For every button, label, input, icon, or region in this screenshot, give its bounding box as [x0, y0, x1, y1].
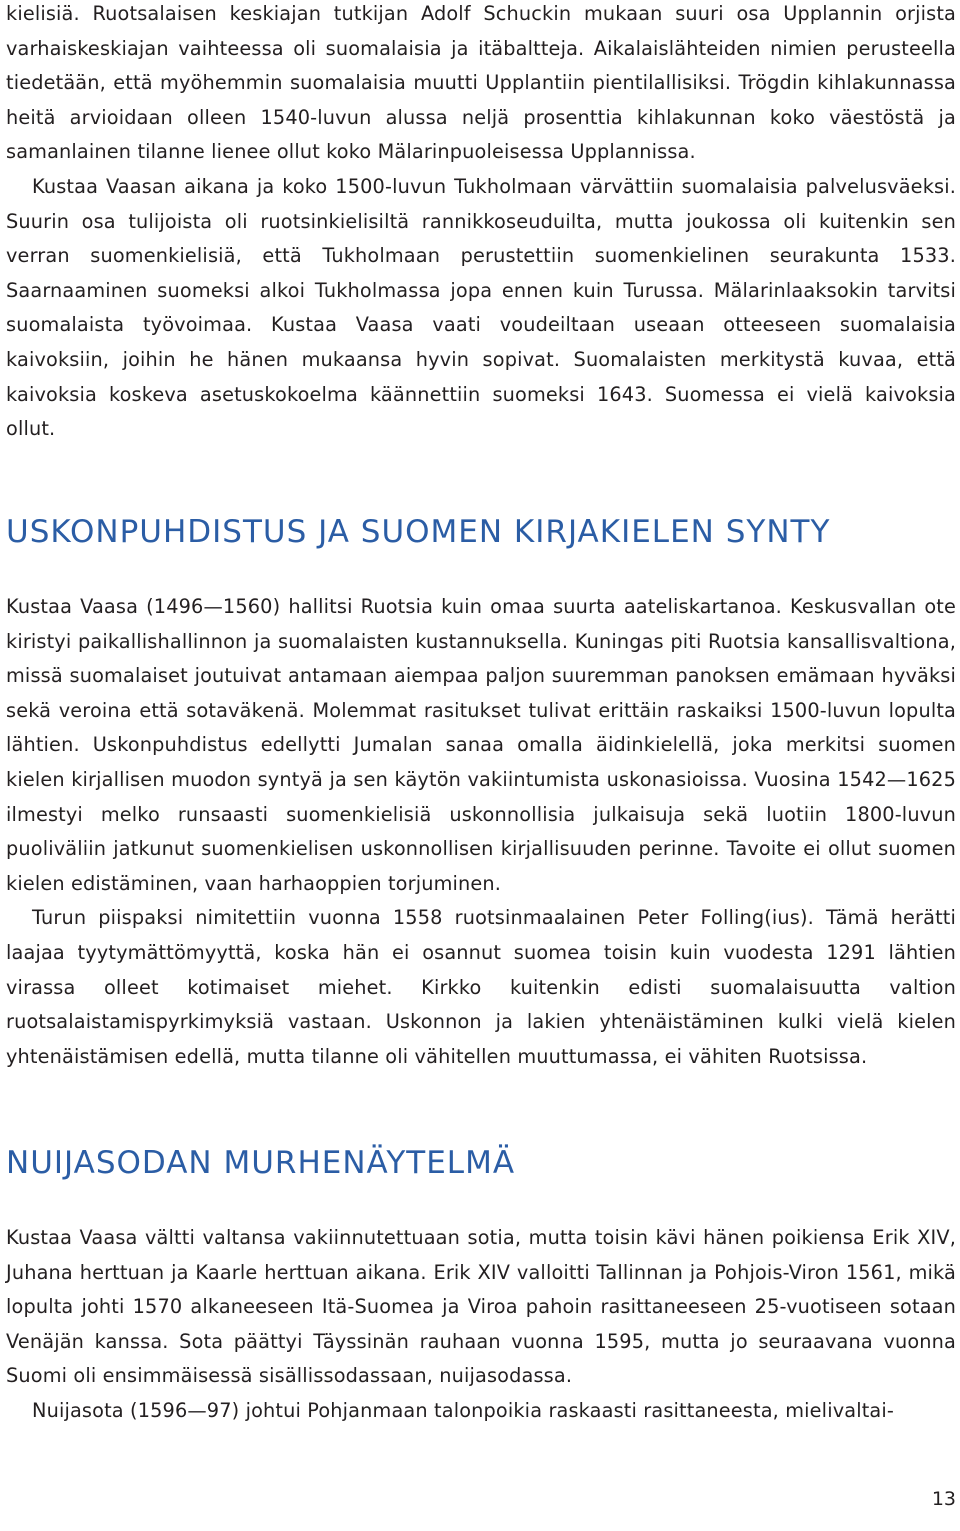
body-paragraph: Nuijasota (1596—97) johtui Pohjanmaan talonpoikia raskaasti rasittaneesta, mielivaltai-	[32, 1398, 895, 1422]
reformation-section	[6, 590, 956, 1074]
section-heading: NUIJASODAN MURHENÄYTELMÄ	[6, 1145, 516, 1181]
body-paragraph: Turun piispaksi nimitettiin vuonna 1558 ruotsinmaalainen Peter Folling(ius). Tämä herätti laajaa tyytymättömyyttä, koska hän ei osannut suomea toisin kuin vuodesta 1291 lähtien virassa olleet kotimaiset miehet. Kirkko kuitenkin edisti suomalaisuutta valtion ruotsalaistamispyrkimyksiä vastaan. Uskonnon ja lakien yhtenäistäminen kulki vielä kielen yhtenäistämisen edellä, mutta tilanne oli vähitellen muuttumassa, ei vähiten Ruotsissa.	[6, 906, 956, 1068]
club-war-section	[6, 1221, 956, 1429]
body-paragraph: kielisiä. Ruotsalaisen keskiajan tutkijan Adolf Schuckin mukaan suuri osa Upplannin orjista varhaiskeskiajan vaihteessa oli suomalaisia ja itäbaltteja. Aikalaislähteiden nimien perusteella tiedetään, että myöhemmin suomalaisia muutti Upplantiin pientilallisiksi. Trögdin kihlakunnassa heitä arvioidaan olleen 1540-luvun alussa neljä prosenttia kihlakunnan koko väestöstä ja samanlainen tilanne lienee ollut koko Mälarinpuoleisessa Upplannissa.	[6, 2, 956, 164]
body-paragraph: Kustaa Vaasan aikana ja koko 1500-luvun Tukholmaan värvättiin suomalaisia palvelusväeksi. Suurin osa tulijoista oli ruotsinkielisiltä rannikkoseuduilta, mutta joukossa oli kuitenkin sen verran suomenkielisiä, että Tukholmaan perustettiin suomenkielinen seurakunta 1533. Saarnaaminen suomeksi alkoi Tukholmassa jopa ennen kuin Turussa. Mälarinlaaksokin tarvitsi suomalaista työvoimaa. Kustaa Vaasa vaati voudeiltaan useaan otteeseen suomalaisia kaivoksiin, joihin he hänen mukaansa hyvin sopivat. Suomalaisten merkitystä kuvaa, että kaivoksia koskeva asetuskokoelma käännettiin suomeksi 1643. Suomessa ei vielä kaivoksia ollut.	[6, 174, 956, 441]
body-paragraph: Kustaa Vaasa (1496—1560) hallitsi Ruotsia kuin omaa suurta aateliskartanoa. Keskusvallan ote kiristyi paikallishallinnon ja suomalaisten kustannuksella. Kuningas piti Ruotsia kansallisvaltiona, missä suomalaiset joutuivat antamaan aiempaa paljon suuremman panoksen emämaan hyväksi sekä veroina että sotaväkenä. Molemmat rasitukset tulivat erittäin raskaiksi 1500-luvun lopulta lähtien. Uskonpuhdistus edellytti Jumalan sanaa omalla äidinkielellä, joka merkitsi suomen kielen kirjallisen muodon syntyä ja sen käytön vakiintumista uskonasioissa. Vuosina 1542—1625 ilmestyi melko runsaasti suomenkielisiä uskonnollisia julkaisuja sekä luotiin 1800-luvun puoliväliin jatkunut suomenkielisen uskonnollisen kirjallisuuden perinne. Tavoite ei ollut suomen kielen edistäminen, vaan harhaoppien torjuminen.	[6, 595, 956, 895]
intro-section	[6, 0, 956, 447]
page-number: 13	[931, 1488, 956, 1510]
section-heading: USKONPUHDISTUS JA SUOMEN KIRJAKIELEN SYNTY	[6, 514, 831, 550]
body-paragraph: Kustaa Vaasa vältti valtansa vakiinnutettuaan sotia, mutta toisin kävi hänen poikiensa Erik XIV, Juhana herttuan ja Kaarle herttuan aikana. Erik XIV valloitti Tallinnan ja Pohjois-Viron 1561, mikä lopulta johti 1570 alkaneeseen Itä-Suomea ja Viroa pahoin rasittaneeseen 25-vuotiseen sotaan Venäjän kanssa. Sota päättyi Täyssinän rauhaan vuonna 1595, mutta jo seuraavana vuonna Suomi oli ensimmäisessä sisällissodassaan, nuijasodassa.	[6, 1226, 956, 1388]
